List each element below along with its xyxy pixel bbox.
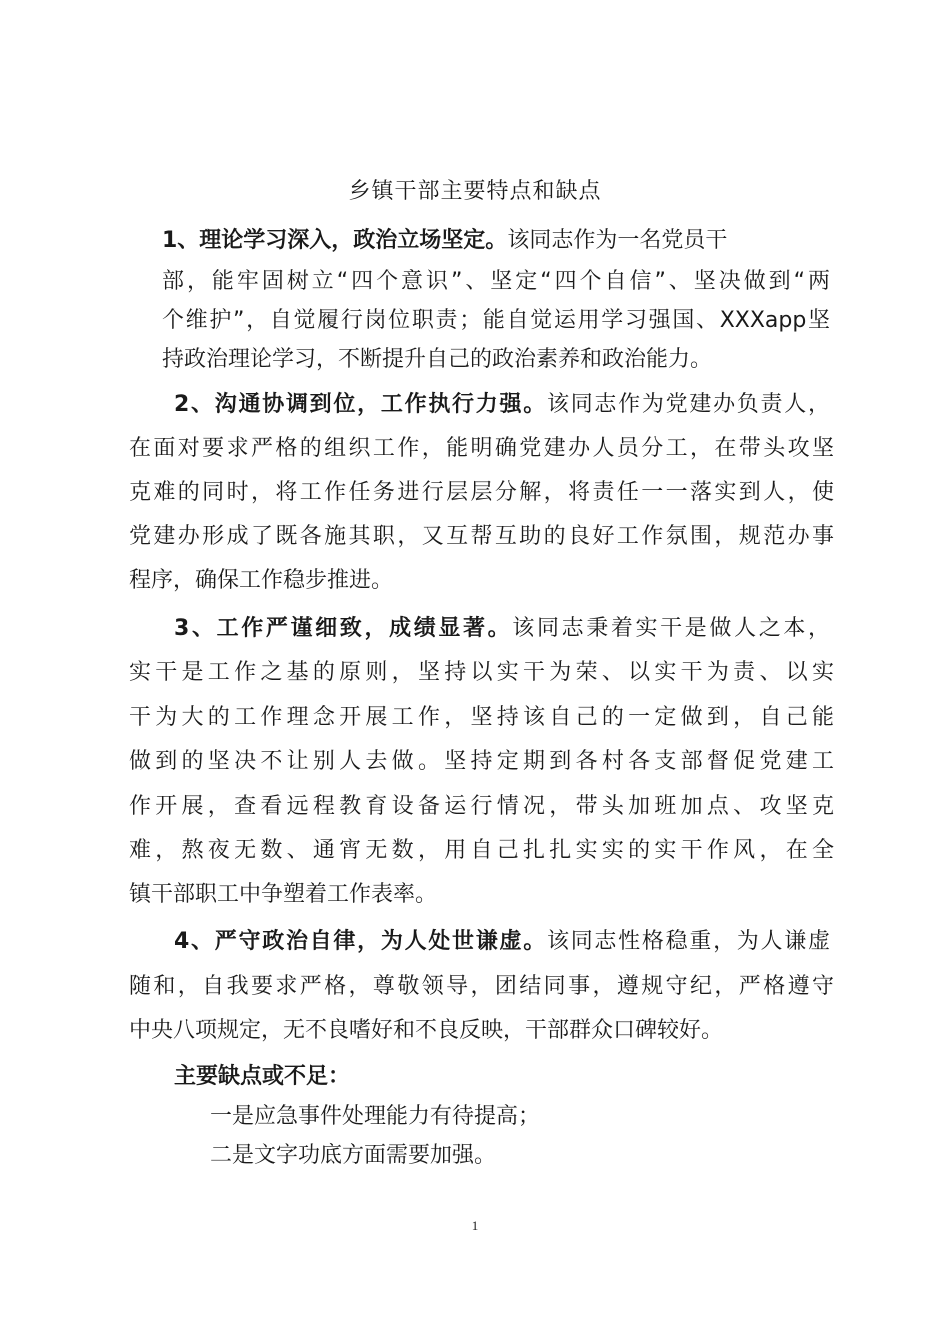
section-3-line: 做到的坚决不让别人去做。坚持定期到各村各支部督促党建工 xyxy=(129,749,834,774)
section-2-heading: 2、沟通协调到位，工作执行力强。 xyxy=(174,392,547,417)
section-4-first-line xyxy=(174,927,830,957)
section-2-line: 在面对要求严格的组织工作，能明确党建办人员分工，在带头攻坚 xyxy=(129,436,834,461)
section-3-line: 干为大的工作理念开展工作，坚持该自己的一定做到，自己能 xyxy=(129,705,834,730)
section-3-line: 作开展，查看远程教育设备运行情况，带头加班加点、攻坚克 xyxy=(129,794,834,819)
section-2-first-line xyxy=(174,390,830,420)
page-number: 1 xyxy=(471,1218,479,1233)
section-2-line: 克难的同时，将工作任务进行层层分解，将责任一一落实到人，使 xyxy=(129,480,834,505)
section-1-text: 该同志作为一名党员干 xyxy=(507,228,728,253)
section-2-line: 党建办形成了既各施其职，又互帮互助的良好工作氛围，规范办事 xyxy=(129,524,834,549)
section-4-line: 随和，自我要求严格，尊敬领导，团结同事，遵规守纪，严格遵守 xyxy=(129,974,834,999)
section-4-line: 中央八项规定，无不良嗜好和不良反映，干部群众口碑较好。 xyxy=(129,1018,724,1043)
section-1-first-line xyxy=(162,226,802,256)
section-2-line: 程序，确保工作稳步推进。 xyxy=(129,568,394,593)
section-4-text: 该同志性格稳重，为人谦虚 xyxy=(546,929,830,954)
shortcomings-heading: 主要缺点或不足： xyxy=(174,1064,351,1089)
section-1-line: 持政治理论学习，不断提升自己的政治素养和政治能力。 xyxy=(162,347,713,372)
section-3-line: 难，熬夜无数、通宵无数，用自己扎扎实实的实干作风，在全 xyxy=(129,838,834,863)
section-3-heading: 3、工作严谨细致，成绩显著。 xyxy=(174,616,513,641)
section-4-heading: 4、严守政治自律，为人处世谦虚。 xyxy=(174,929,547,954)
document-title: 乡镇干部主要特点和缺点 xyxy=(348,179,602,204)
section-3-text: 该同志秉着实干是做人之本， xyxy=(512,616,830,641)
shortcoming-item: 二是文字功底方面需要加强。 xyxy=(210,1143,497,1168)
section-2-text: 该同志作为党建办负责人， xyxy=(546,392,830,417)
section-1-line: 个维护”，自觉履行岗位职责；能自觉运用学习强国、XXXapp坚 xyxy=(162,308,830,333)
section-3-line: 实干是工作之基的原则，坚持以实干为荣、以实干为责、以实 xyxy=(129,660,834,685)
section-1-heading: 1、理论学习深入，政治立场坚定。 xyxy=(162,228,508,253)
section-1-line: 部，能牢固树立“四个意识”、坚定“四个自信”、坚决做到“两 xyxy=(162,269,830,294)
shortcoming-item: 一是应急事件处理能力有待提高； xyxy=(210,1104,541,1129)
section-3-first-line xyxy=(174,614,830,644)
section-3-line: 镇干部职工中争塑着工作表率。 xyxy=(129,882,438,907)
